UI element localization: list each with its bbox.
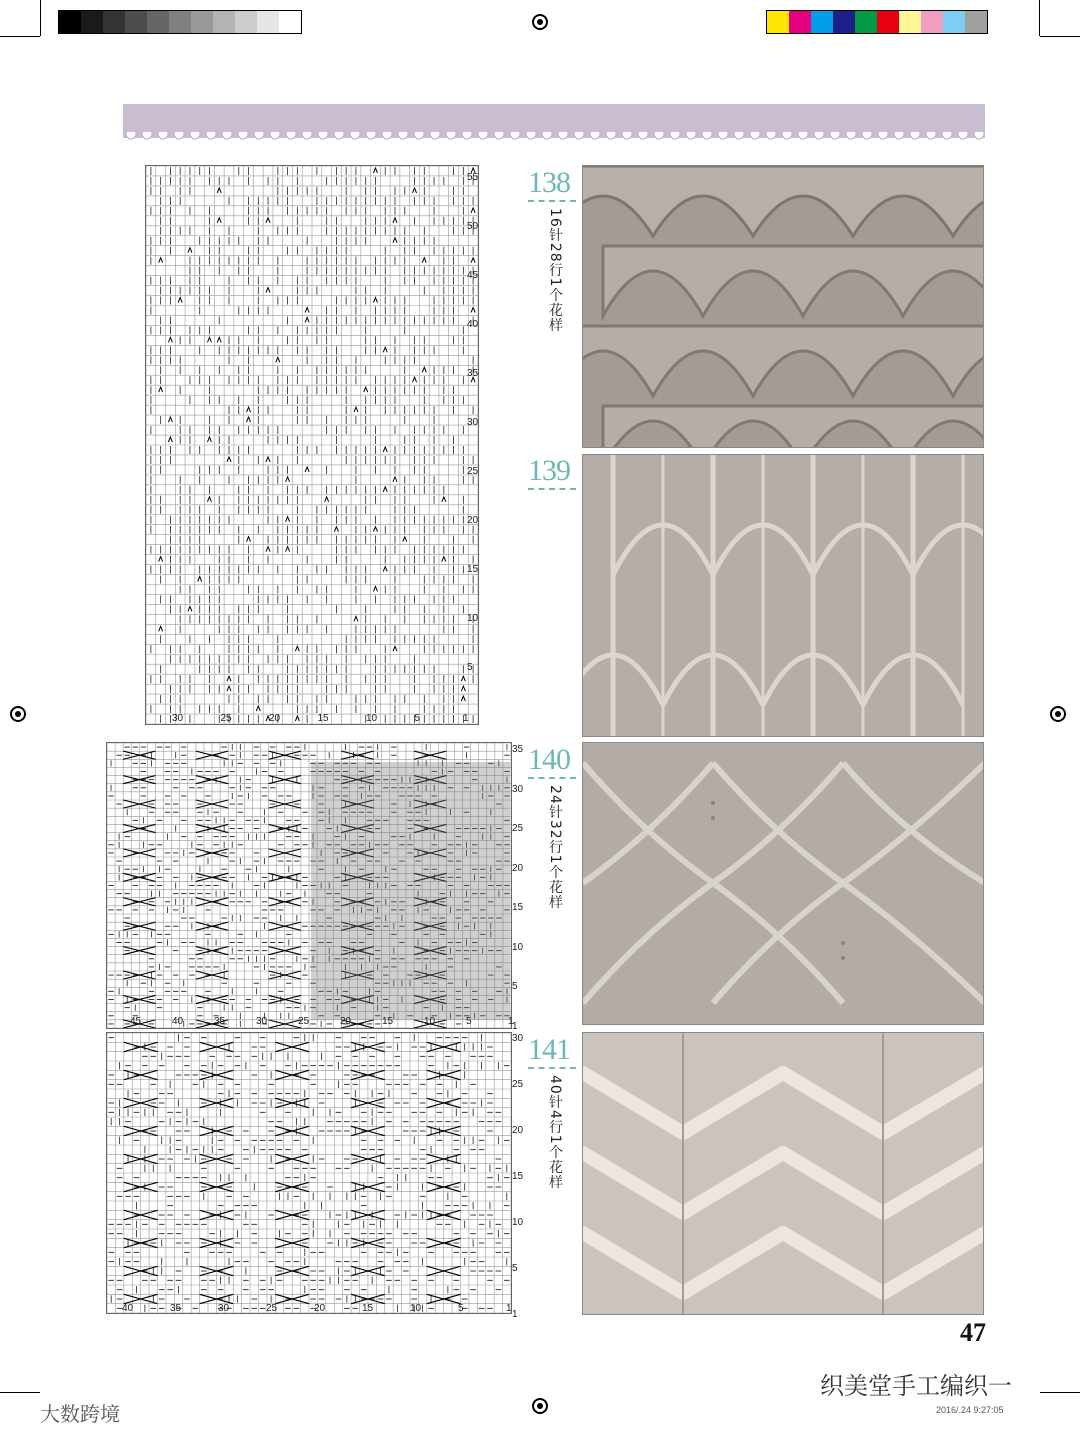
row-number: 5 [467, 662, 473, 673]
crop-mark [1040, 1392, 1080, 1393]
row-number: 10 [512, 941, 524, 953]
pattern-number-141: 141 [528, 1033, 570, 1066]
pattern-number-140: 140 [528, 743, 570, 776]
column-number: 5 [458, 1303, 464, 1314]
column-number: 30 [218, 1303, 230, 1314]
row-number: 15 [512, 902, 524, 913]
lace-border [123, 132, 985, 144]
registration-mark-bottom [532, 1398, 548, 1414]
color-step [877, 11, 899, 33]
color-step [943, 11, 965, 33]
row-number: 55 [467, 172, 479, 183]
column-number: 5 [414, 713, 421, 724]
row-number: 10 [512, 1217, 524, 1228]
corner-watermark: 大数跨境 [40, 1402, 120, 1426]
column-number: 15 [382, 1016, 394, 1027]
column-number: 25 [266, 1303, 278, 1314]
row-number: 25 [467, 466, 479, 477]
row-number: 20 [512, 1125, 524, 1136]
crop-mark [40, 0, 41, 36]
print-timestamp: 2016/.24 9:27:05 [936, 1405, 1004, 1415]
column-number: 30 [172, 713, 184, 724]
pattern-label-138: 16针28行1个花样 [547, 208, 563, 333]
color-step [833, 11, 855, 33]
column-number: 5 [466, 1016, 472, 1027]
column-number: 35 [214, 1016, 226, 1027]
grey-scale-bar [58, 10, 302, 34]
column-number: 30 [256, 1016, 268, 1027]
row-number: 1 [512, 1020, 518, 1032]
row-number: 5 [512, 1263, 518, 1274]
column-number: 45 [130, 1016, 142, 1027]
grey-step [213, 11, 235, 33]
pattern-number-underline [528, 1067, 576, 1069]
pattern-number-139: 139 [528, 454, 570, 487]
grey-step [103, 11, 125, 33]
grey-step [169, 11, 191, 33]
registration-mark-left [10, 706, 26, 722]
color-step [899, 11, 921, 33]
column-number: 20 [269, 713, 281, 724]
pattern-label-141: 40针4行1个花样 [547, 1075, 563, 1190]
page-number: 47 [960, 1318, 986, 1347]
row-number: 25 [512, 823, 524, 834]
grey-step [279, 11, 301, 33]
wechat-watermark: 织美堂手工编织一 [820, 1372, 1012, 1400]
grey-step [125, 11, 147, 33]
column-number: 10 [366, 713, 378, 724]
knitting-chart-138-139 [145, 165, 479, 725]
pattern-number-underline [528, 488, 576, 490]
row-number: 15 [467, 564, 479, 575]
row-number: 35 [512, 744, 524, 755]
row-number: 5 [512, 981, 518, 992]
column-number: 10 [424, 1016, 436, 1027]
column-number: 40 [172, 1016, 184, 1027]
grey-step [59, 11, 81, 33]
grey-step [257, 11, 279, 33]
column-number: 35 [170, 1303, 182, 1314]
crop-mark [1039, 0, 1040, 36]
column-number: 15 [317, 713, 329, 724]
swatch-138-photo [582, 165, 984, 448]
column-number: 25 [220, 713, 232, 724]
color-scale-bar [766, 10, 988, 34]
row-number: 30 [512, 1033, 524, 1044]
pattern-label-140: 24针32行1个花样 [547, 785, 563, 910]
registration-mark-top [532, 14, 548, 30]
row-number: 35 [467, 368, 479, 379]
crop-mark [0, 1392, 40, 1393]
swatch-140-photo [582, 742, 984, 1025]
crop-mark [0, 36, 40, 37]
color-step [965, 11, 987, 33]
column-number: 1 [508, 1016, 514, 1027]
row-number: 40 [467, 319, 479, 330]
column-number: 10 [410, 1303, 422, 1314]
color-step [921, 11, 943, 33]
grey-step [147, 11, 169, 33]
registration-mark-right [1050, 706, 1066, 722]
column-number: 40 [122, 1303, 134, 1314]
column-number: 15 [362, 1303, 374, 1314]
column-number: 1 [506, 1303, 512, 1314]
color-step [789, 11, 811, 33]
swatch-141-photo [582, 1032, 984, 1315]
crop-mark [1040, 36, 1080, 37]
row-number: 20 [512, 862, 524, 874]
row-number: 25 [512, 1079, 524, 1090]
row-number: 10 [467, 613, 479, 624]
pattern-number-underline [528, 200, 576, 202]
color-step [767, 11, 789, 33]
chart-140-repeat-shading [311, 762, 510, 1020]
knitting-chart-141 [106, 1032, 512, 1314]
grey-step [81, 11, 103, 33]
column-number: 20 [340, 1016, 352, 1027]
row-number: 15 [512, 1171, 524, 1182]
swatch-139-photo [582, 454, 984, 737]
row-number: 45 [467, 270, 479, 281]
color-step [855, 11, 877, 33]
column-number: 20 [314, 1303, 326, 1314]
row-number: 20 [467, 515, 479, 526]
grey-step [235, 11, 257, 33]
color-step [811, 11, 833, 33]
column-number: 1 [463, 713, 469, 724]
row-number: 1 [512, 1309, 518, 1320]
column-number: 25 [298, 1016, 310, 1027]
pattern-number-underline [528, 777, 576, 779]
row-number: 50 [467, 221, 479, 232]
pattern-number-138: 138 [528, 166, 570, 199]
grey-step [191, 11, 213, 33]
row-number: 30 [512, 783, 524, 795]
row-number: 30 [467, 417, 479, 428]
